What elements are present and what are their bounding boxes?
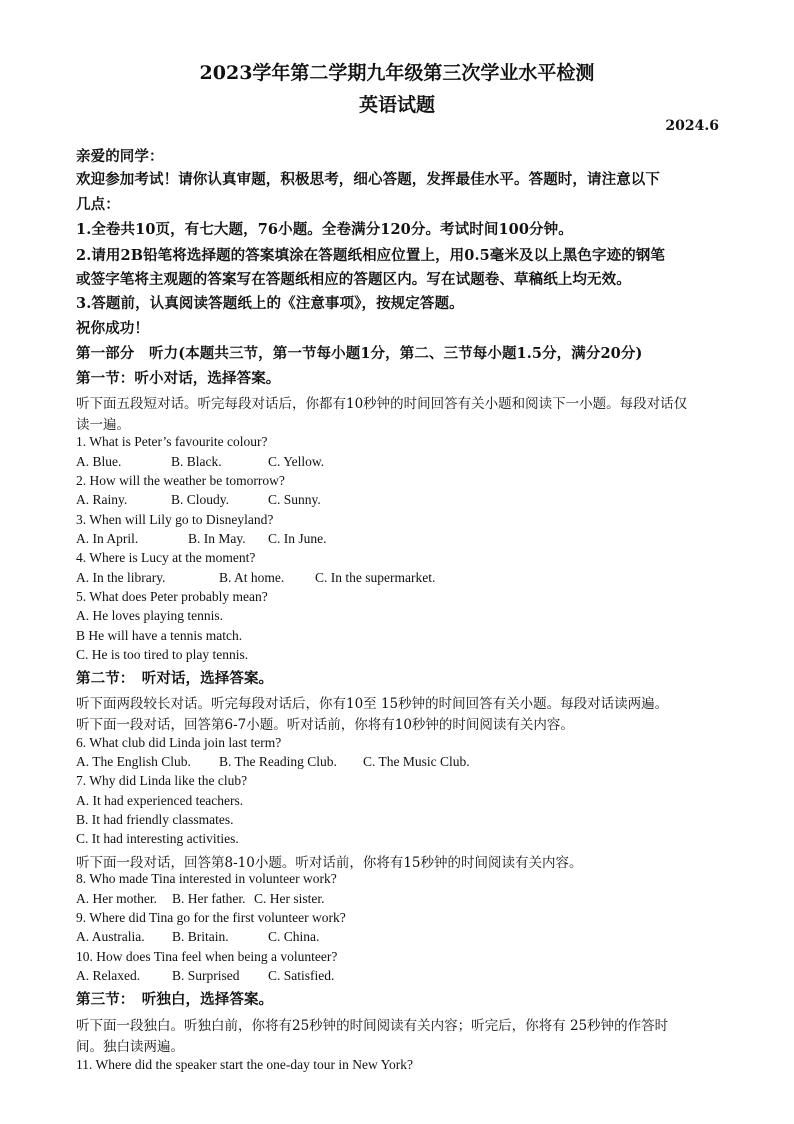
options-4 [76, 570, 734, 586]
question-5: 5. What does Peter probably mean? [76, 589, 268, 604]
rule-3: 3.答题前，认真阅读答题纸上的《注意事项》，按规定答题。 [76, 295, 464, 312]
section2-instruction-3: 听下面一段对话，回答第8-10小题。听对话前，你将有15秒钟的时间阅读有关内容。 [76, 855, 583, 871]
question-9: 9. Where did Tina go for the first volunteer work? [76, 910, 346, 925]
option-2b: B. Cloudy. [171, 492, 230, 507]
options-8 [76, 891, 734, 907]
options-6 [76, 754, 734, 770]
option-4c: C. In the supermarket. [315, 570, 436, 585]
welcome-line-1: 欢迎参加考试！请你认真审题，积极思考，细心答题，发挥最佳水平。答题时，请注意以下 [76, 171, 660, 188]
option-9c: C. China. [268, 929, 320, 944]
question-8: 8. Who made Tina interested in volunteer work? [76, 871, 337, 886]
option-1b: B. Black. [171, 454, 222, 469]
option-5b: B He will have a tennis match. [76, 628, 243, 643]
welcome-line-2: 几点： [76, 196, 120, 213]
option-6a: A. The English Club. [76, 754, 191, 769]
option-4b: B. At home. [219, 570, 285, 585]
section2-instruction-2: 听下面一段对话，回答第6-7小题。听对话前，你将有10秒钟的时间阅读有关内容。 [76, 717, 574, 733]
part1-heading: 第一部分 听力(本题共三节，第一节每小题1分，第二、三节每小题1.5分，满分20分) [76, 345, 643, 362]
exam-date: 2024.6 [665, 118, 719, 134]
option-10b: B. Surprised [172, 968, 240, 983]
option-6c: C. The Music Club. [363, 754, 470, 769]
options-1 [76, 454, 734, 470]
section3-heading: 第三节： 听独白，选择答案。 [76, 991, 274, 1008]
option-10c: C. Satisfied. [268, 968, 335, 983]
section3-instruction-2: 间。独白读两遍。 [76, 1039, 184, 1055]
option-6b: B. The Reading Club. [219, 754, 337, 769]
question-11: 11. Where did the speaker start the one-day tour in New York? [76, 1057, 414, 1072]
option-1a: A. Blue. [76, 454, 122, 469]
option-3c: C. In June. [268, 531, 327, 546]
option-8a: A. Her mother. [76, 891, 157, 906]
option-4a: A. In the library. [76, 570, 166, 585]
section3-instruction-1: 听下面一段独白。听独白前，你将有25秒钟的时间阅读有关内容；听完后，你将有 25秒钟的作答时 [76, 1018, 669, 1034]
rule-2-line-1: 2.请用2B铅笔将选择题的答案填涂在答题纸相应位置上，用0.5毫米及以上黑色字迹的钢笔 [76, 247, 666, 264]
question-1: 1. What is Peter’s favourite colour? [76, 434, 268, 449]
option-7a: A. It had experienced teachers. [76, 793, 244, 808]
section1-instruction-2: 读一遍。 [76, 417, 130, 433]
option-3b: B. In May. [188, 531, 246, 546]
option-5c: C. He is too tired to play tennis. [76, 647, 249, 662]
option-9a: A. Australia. [76, 929, 145, 944]
options-3 [76, 531, 734, 547]
option-1c: C. Yellow. [268, 454, 325, 469]
option-5a: A. He loves playing tennis. [76, 608, 223, 623]
section2-instruction-1: 听下面两段较长对话。听完每段对话后，你有10至 15秒钟的时间回答有关小题。每段对话读两遍。 [76, 696, 669, 712]
option-2a: A. Rainy. [76, 492, 128, 507]
options-10 [76, 968, 734, 984]
exam-subtitle: 英语试题 [358, 94, 435, 116]
rule-1: 1.全卷共10页，有七大题，76小题。全卷满分120分。考试时间100分钟。 [76, 221, 573, 238]
question-6: 6. What club did Linda join last term? [76, 735, 282, 750]
section2-heading: 第二节： 听对话，选择答案。 [76, 670, 274, 687]
question-7: 7. Why did Linda like the club? [76, 773, 248, 788]
greeting: 亲爱的同学： [76, 148, 164, 165]
options-9 [76, 929, 734, 945]
section1-instruction-1: 听下面五段短对话。听完每段对话后，你都有10秒钟的时间回答有关小题和阅读下一小题。每段对话仅 [76, 396, 688, 412]
wish: 祝你成功！ [76, 320, 149, 337]
option-2c: C. Sunny. [268, 492, 321, 507]
rule-2-line-2: 或签字笔将主观题的答案写在答题纸相应的答题区内。写在试题卷、草稿纸上均无效。 [76, 271, 631, 288]
option-3a: A. In April. [76, 531, 139, 546]
option-7c: C. It had interesting activities. [76, 831, 239, 846]
option-9b: B. Britain. [172, 929, 229, 944]
option-7b: B. It had friendly classmates. [76, 812, 234, 827]
question-2: 2. How will the weather be tomorrow? [76, 473, 285, 488]
question-10: 10. How does Tina feel when being a volunteer? [76, 949, 338, 964]
question-4: 4. Where is Lucy at the moment? [76, 550, 256, 565]
exam-title: 2023学年第二学期九年级第三次学业水平检测 [199, 62, 595, 84]
question-3: 3. When will Lily go to Disneyland? [76, 512, 274, 527]
section1-heading: 第一节：听小对话，选择答案。 [76, 370, 281, 387]
options-2 [76, 492, 734, 508]
option-8c: C. Her sister. [254, 891, 325, 906]
option-10a: A. Relaxed. [76, 968, 141, 983]
option-8b: B. Her father. [172, 891, 246, 906]
